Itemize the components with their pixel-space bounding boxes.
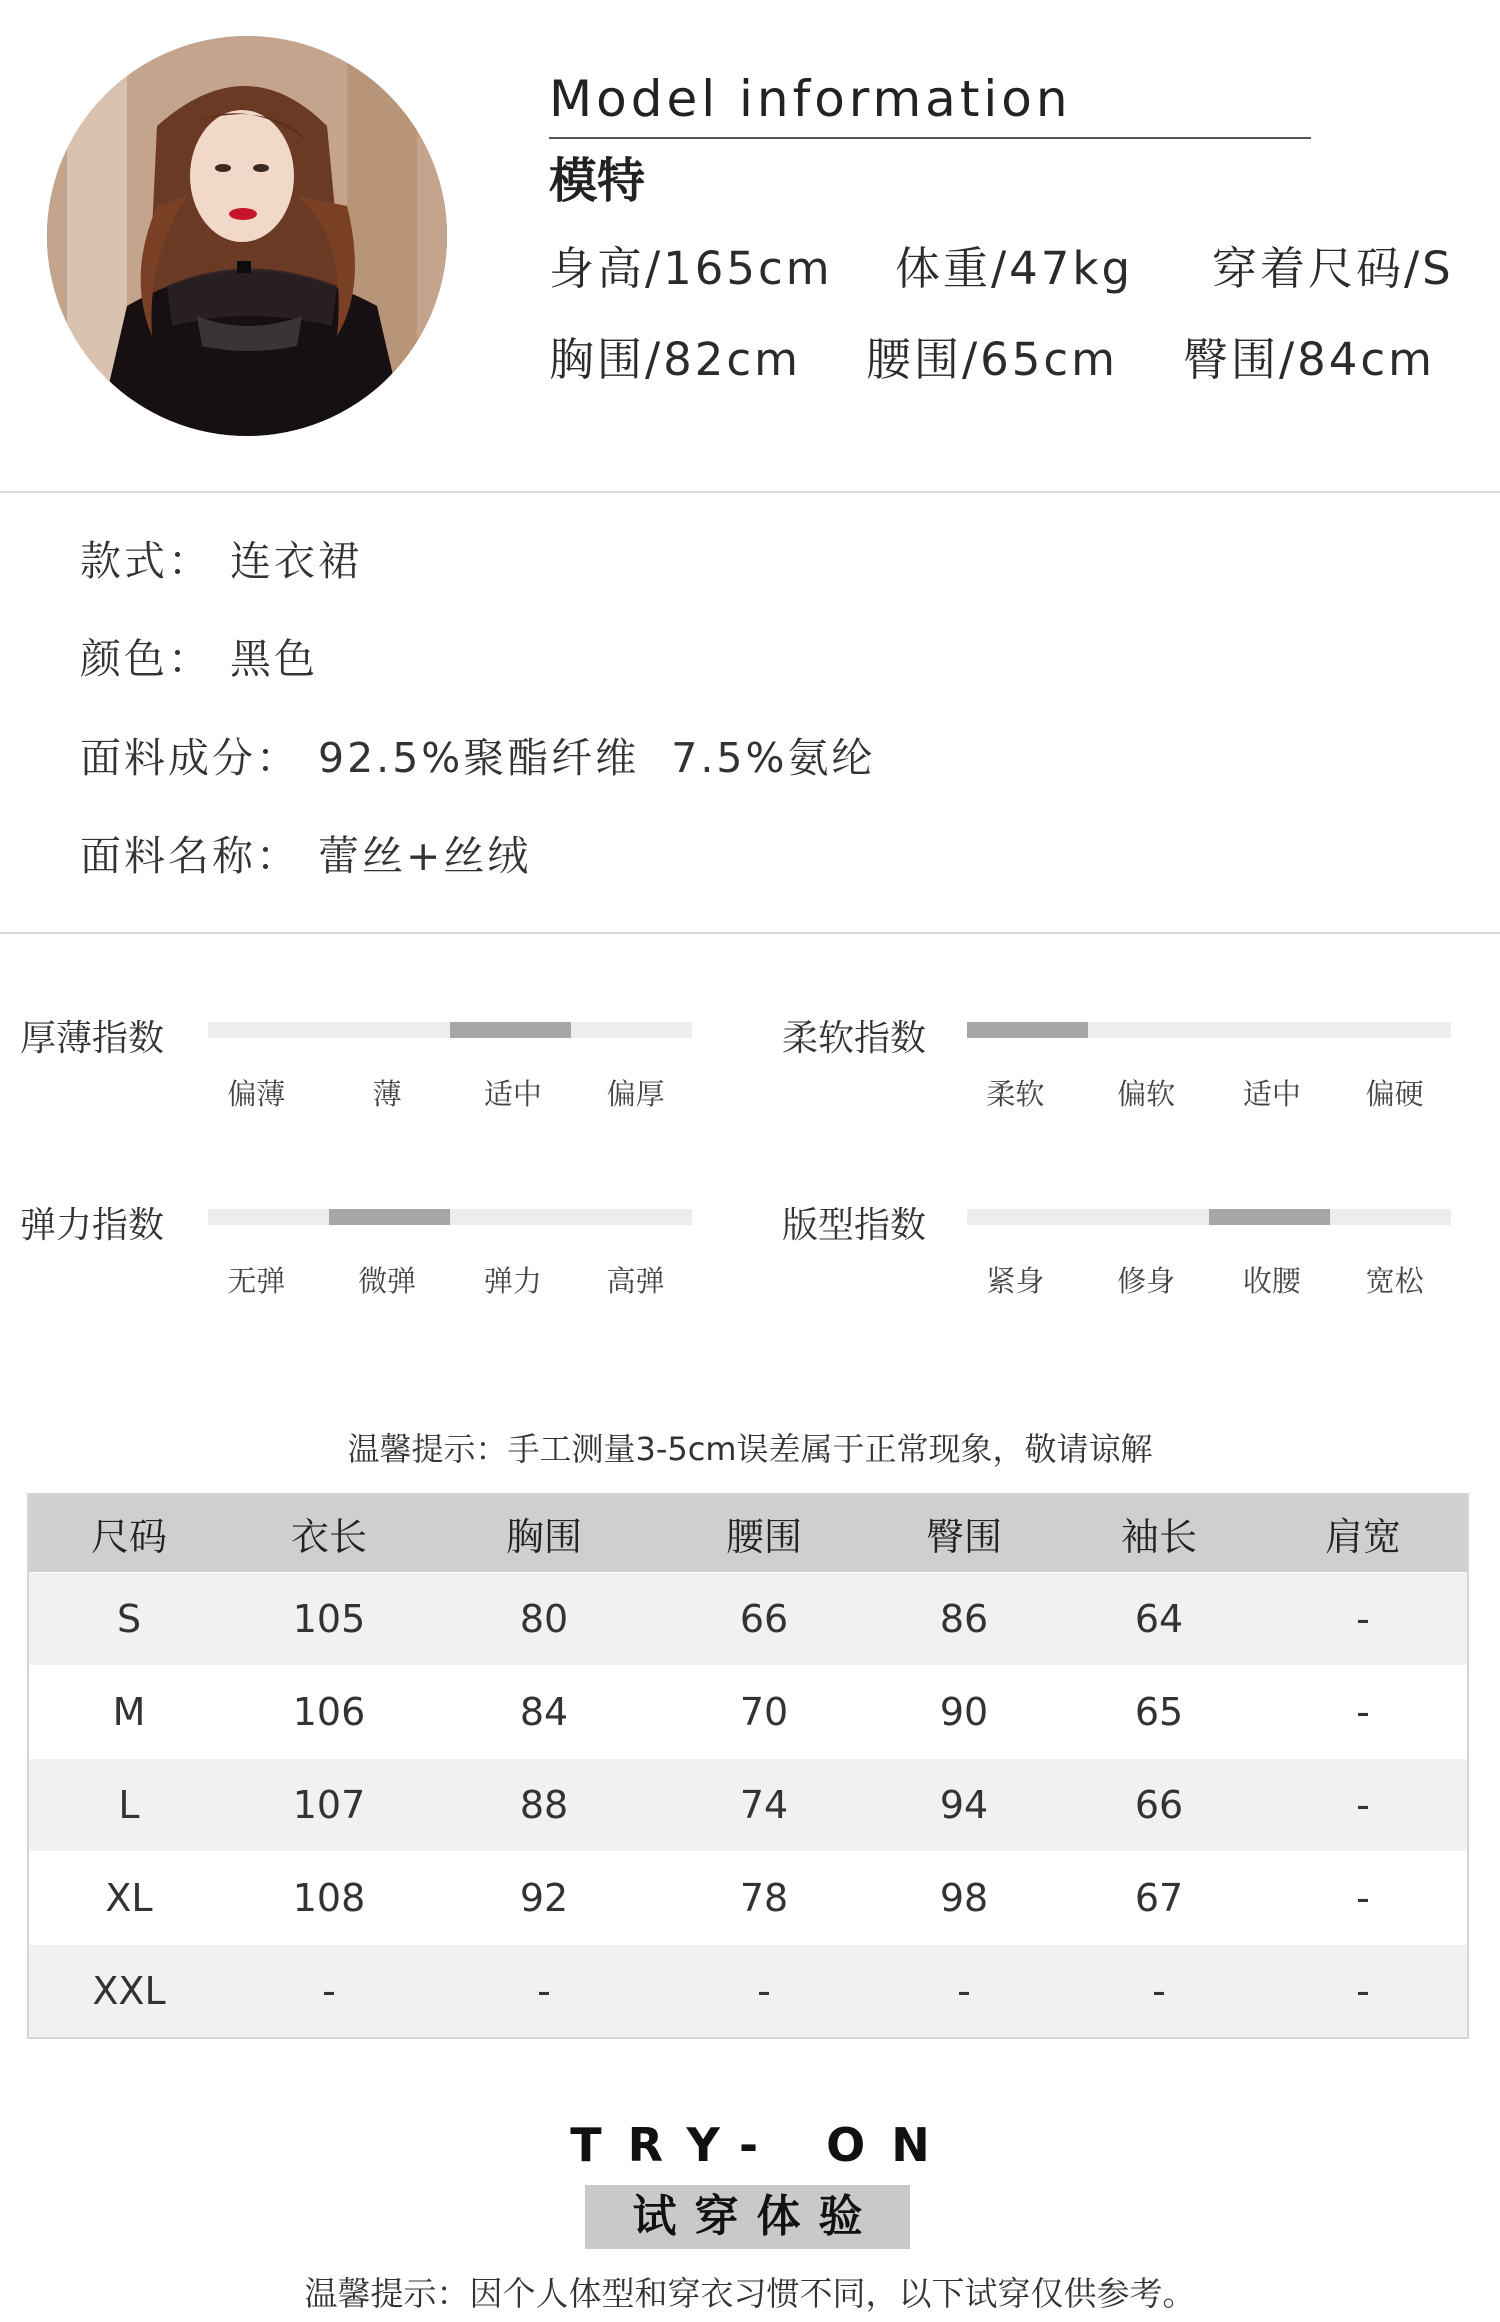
table-cell: M [112,1690,146,1734]
index-option: 无弹 [227,1264,286,1298]
table-header-row [29,1495,1467,1572]
index-selected-segment [967,1022,1088,1038]
index-option: 适中 [1242,1077,1301,1111]
table-row [29,1944,1467,2037]
index-option: 偏软 [1117,1077,1176,1111]
table-header-cell: 腰围 [725,1515,802,1559]
table-cell: 90 [939,1690,989,1734]
table-cell: 66 [1134,1783,1184,1827]
table-cell: - [957,1969,971,2013]
table-cell: 94 [939,1783,989,1827]
tryon-tip: 温馨提示：因个人体型和穿衣习惯不同，以下试穿仅供参考。 [304,2274,1196,2313]
model-subheading: 模特 [549,153,646,209]
model-weight: 体重/47kg [895,242,1134,295]
model-height: 身高/165cm [549,242,833,295]
table-cell: 106 [292,1690,366,1734]
table-cell: 107 [292,1783,366,1827]
attribute-color [80,626,318,685]
index-track [967,1022,1451,1038]
table-cell: - [757,1969,771,2013]
attribute-style [80,528,362,587]
model-photo [47,36,447,436]
table-row [29,1851,1467,1944]
model-photo-illustration [47,36,447,436]
index-option: 修身 [1117,1264,1176,1298]
table-cell: - [322,1969,336,2013]
table-cell: S [116,1597,142,1641]
table-cell: 80 [519,1597,569,1641]
table-cell: 86 [939,1597,989,1641]
table-cell: - [1356,1783,1370,1827]
table-cell: - [1356,1876,1370,1920]
table-cell: 65 [1134,1690,1184,1734]
attribute-value: 连衣裙 [230,537,362,585]
attribute-value: 黑色 [230,635,318,683]
index-option: 柔软 [986,1077,1045,1111]
index-option: 偏厚 [606,1077,665,1111]
model-information-heading: Model information [549,70,1072,128]
table-header-cell: 尺码 [90,1515,167,1559]
table-cell: 78 [739,1876,789,1920]
table-cell: - [1356,1969,1370,2013]
index-option: 宽松 [1365,1264,1424,1298]
table-cell: 70 [739,1690,789,1734]
index-option: 适中 [483,1077,542,1111]
index-option: 高弹 [606,1264,665,1298]
index-track [967,1209,1451,1225]
index-selected-segment [1209,1209,1330,1225]
index-option: 紧身 [986,1264,1045,1298]
index-track [208,1022,692,1038]
size-table [27,1493,1469,2039]
table-cell: 74 [739,1783,789,1827]
tryon-title: TRY- ON [570,2118,956,2172]
heading-underline [549,137,1311,139]
index-label: 厚薄指数 [20,1018,165,1059]
table-cell: 84 [519,1690,569,1734]
index-option: 偏薄 [227,1077,286,1111]
measurement-tip: 温馨提示：手工测量3-5cm误差属于正常现象，敬请谅解 [347,1430,1153,1468]
index-option: 偏硬 [1365,1077,1424,1111]
table-header-cell: 袖长 [1120,1515,1197,1559]
index-option: 弹力 [483,1264,542,1298]
table-header-cell: 胸围 [505,1515,582,1559]
table-cell: 88 [519,1783,569,1827]
table-cell: 98 [939,1876,989,1920]
tryon-subtitle: 试穿体验 [585,2185,910,2249]
model-hip: 臀围/84cm [1183,333,1435,386]
index-selected-segment [329,1209,450,1225]
table-row [29,1665,1467,1758]
attribute-key: 款式： [80,537,212,585]
table-cell: 108 [292,1876,366,1920]
index-label: 版型指数 [782,1205,927,1246]
table-cell: - [1152,1969,1166,2013]
attribute-key: 颜色： [80,635,212,683]
attribute-value: 92.5%聚酯纤维 7.5%氨纶 [318,734,876,782]
table-header-cell: 衣长 [290,1515,367,1559]
attribute-value: 蕾丝+丝绒 [318,832,532,880]
model-size: 穿着尺码/S [1212,242,1454,295]
index-selected-segment [450,1022,571,1038]
table-cell: 105 [292,1597,366,1641]
table-cell: 64 [1134,1597,1184,1641]
model-waist: 腰围/65cm [866,333,1118,386]
attribute-fabric [80,823,531,882]
table-cell: 67 [1134,1876,1184,1920]
model-bust: 胸围/82cm [549,333,801,386]
table-header-cell: 臀围 [925,1515,1002,1559]
table-cell: - [537,1969,551,2013]
attribute-key: 面料成分： [80,734,300,782]
index-option: 微弹 [358,1264,417,1298]
table-cell: L [118,1783,140,1827]
table-header-cell: 肩宽 [1324,1515,1401,1559]
index-track [208,1209,692,1225]
table-cell: - [1356,1597,1370,1641]
divider [0,491,1500,493]
attribute-key: 面料名称： [80,832,300,880]
attribute-composition [80,725,875,784]
table-row [29,1758,1467,1851]
table-cell: XL [105,1876,153,1920]
table-cell: 92 [519,1876,569,1920]
index-option: 收腰 [1242,1264,1301,1298]
table-row [29,1572,1467,1665]
table-cell: 66 [739,1597,789,1641]
index-label: 弹力指数 [20,1205,165,1246]
index-label: 柔软指数 [782,1018,927,1059]
divider [0,932,1500,934]
table-cell: - [1356,1690,1370,1734]
index-option: 薄 [372,1077,402,1111]
table-cell: XXL [92,1969,166,2013]
